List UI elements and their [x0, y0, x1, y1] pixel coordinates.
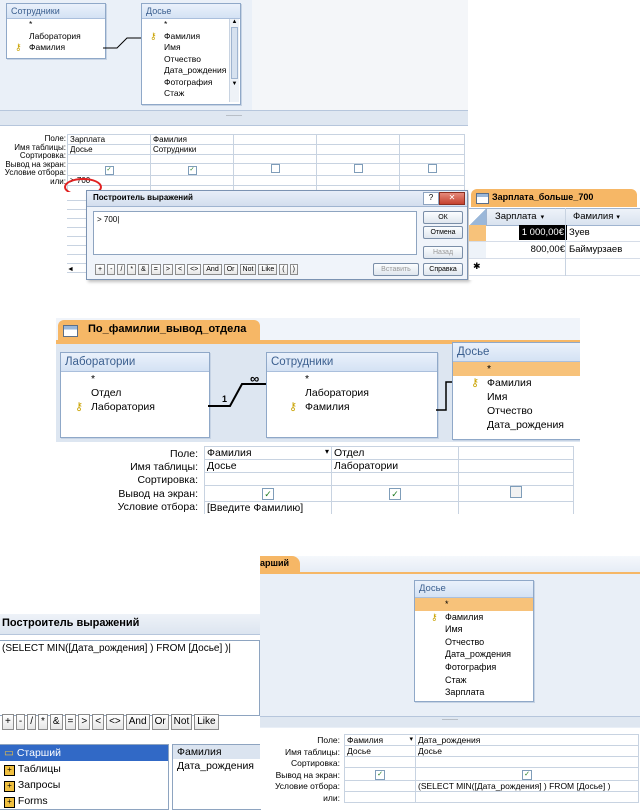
fieldlist-title: Досье — [453, 343, 580, 362]
grid-show-2[interactable] — [151, 164, 234, 176]
cell-salary[interactable]: 800,00€ — [530, 244, 565, 255]
field-data-rozhdeniya[interactable]: Дата_рождения — [445, 649, 511, 660]
expand-icon[interactable]: + — [4, 765, 15, 776]
op-equal-button[interactable]: = — [65, 714, 77, 730]
grid-show-1[interactable] — [68, 164, 151, 176]
builder-title: Построитель выражений — [2, 617, 140, 629]
new-record-row[interactable] — [469, 259, 640, 276]
label-show: Вывод на экран: — [118, 487, 198, 500]
query-title: По_фамилии_вывод_отдела — [88, 323, 247, 335]
field-label: Фамилия — [445, 611, 484, 622]
field-star[interactable]: * — [29, 19, 33, 29]
field-familiya[interactable] — [7, 42, 105, 54]
fieldlist-dosye[interactable] — [414, 580, 534, 702]
fieldlist-title: Сотрудники — [267, 353, 437, 372]
grid-criterion-4[interactable] — [317, 176, 400, 186]
key-icon: ⚷ — [289, 401, 298, 413]
datasheet-icon — [476, 193, 489, 204]
op-like-button[interactable]: Like — [258, 264, 277, 275]
field-familiya[interactable] — [267, 400, 437, 414]
grid-sort-3[interactable] — [459, 473, 574, 486]
fieldlist-title: Лаборатории — [61, 353, 209, 372]
grid-row-labels — [0, 135, 66, 187]
result-datasheet — [469, 186, 640, 280]
checkbox-checked[interactable]: ✓ — [189, 167, 195, 173]
dropdown-arrow-icon[interactable]: ▾ — [409, 736, 413, 743]
field-otdel[interactable]: Отдел — [91, 387, 122, 399]
listbox-item[interactable]: Дата_рождения — [177, 760, 254, 772]
field-star[interactable]: * — [305, 373, 310, 385]
datasheet-title: Зарплата_больше_700 — [492, 192, 594, 202]
field-fotografiya[interactable]: Фотография — [445, 661, 497, 672]
label-criterion: Условие отбора: — [117, 500, 198, 513]
query-tab[interactable] — [58, 320, 260, 340]
grid-show-2[interactable] — [416, 768, 639, 781]
object-tree — [0, 744, 169, 810]
scroll-down-icon[interactable]: ▼ — [231, 81, 238, 87]
checkbox-checked[interactable]: ✓ — [262, 488, 274, 500]
grid-table-4[interactable] — [317, 145, 400, 155]
operator-toolbar — [95, 264, 300, 275]
checkbox-checked[interactable]: ✓ — [522, 770, 532, 780]
fieldlist-sotrudniki[interactable] — [6, 3, 106, 59]
grid-field-1[interactable] — [205, 447, 332, 460]
op-minus-button[interactable]: - — [16, 714, 25, 730]
expression-builder-dialog[interactable] — [86, 190, 468, 280]
grid-field-2[interactable]: Отдел — [332, 447, 459, 460]
label-sort: Сортировка: — [290, 758, 340, 768]
tab-underline — [260, 572, 640, 574]
help-icon[interactable]: ? — [423, 192, 439, 205]
dialog-title: Построитель выражений — [93, 193, 193, 202]
fieldlist-laboratorii[interactable] — [60, 352, 210, 438]
datasheet-header — [469, 208, 640, 226]
tree-item-forms[interactable] — [0, 793, 168, 809]
grid-table-3[interactable] — [234, 145, 317, 155]
op-not-button[interactable]: Not — [171, 714, 193, 730]
field-laboratoriya[interactable]: Лаборатория — [29, 30, 81, 41]
checkbox-unchecked[interactable] — [510, 486, 522, 498]
panel-surname-query — [56, 318, 580, 514]
fieldlist-title: Досье — [142, 4, 240, 19]
row-selector[interactable] — [469, 242, 486, 258]
field-imya[interactable]: Имя — [164, 42, 181, 52]
relation-one-label: 1 — [222, 394, 228, 404]
builder-titlebar — [0, 614, 260, 635]
expand-icon[interactable]: + — [4, 781, 15, 792]
label-show: Вывод на экран: — [275, 769, 340, 780]
field-data-rozhdeniya[interactable]: Дата_рождения — [164, 65, 227, 75]
field-stazh[interactable]: Стаж — [164, 88, 185, 98]
field-otchestvo[interactable]: Отчество — [487, 405, 533, 417]
grid-row-labels — [260, 735, 340, 804]
insert-button[interactable]: Вставить — [373, 263, 419, 276]
op-and-button[interactable]: And — [203, 264, 221, 275]
query-tab[interactable] — [260, 556, 300, 572]
grid-hscroll-left-icon[interactable]: ◄ — [67, 266, 74, 273]
field-star[interactable]: * — [453, 362, 580, 376]
grid-show-5[interactable] — [400, 164, 465, 176]
grid-criterion-1[interactable]: [Введите Фамилию] — [205, 502, 332, 515]
grid-table-3[interactable] — [459, 460, 574, 473]
splitter-grip[interactable]: ········ — [226, 113, 242, 119]
folder-open-icon: ▭ — [4, 747, 14, 759]
operator-toolbar — [2, 714, 221, 730]
grid-sort-3[interactable] — [234, 155, 317, 164]
label-criterion: Условие отбора: — [274, 781, 340, 791]
op-concat-button[interactable]: & — [50, 714, 63, 730]
grid-sort-2[interactable] — [332, 473, 459, 486]
grid-criterion-3[interactable] — [234, 176, 317, 186]
field-value: Фамилия — [207, 447, 252, 459]
checkbox-unchecked[interactable] — [271, 164, 280, 173]
field-value: Фамилия — [347, 735, 384, 745]
grid-show-4[interactable] — [317, 164, 400, 176]
field-laboratoriya[interactable]: Лаборатория — [305, 387, 369, 399]
grid-show-1[interactable] — [205, 486, 332, 502]
op-greater-button[interactable]: > — [78, 714, 90, 730]
label-table-name: Имя таблицы: — [14, 142, 66, 152]
grid-criterion-2[interactable] — [332, 502, 459, 515]
grid-criterion-2[interactable] — [151, 176, 234, 186]
label-field: Поле: — [44, 134, 66, 143]
grid-show-3[interactable] — [459, 486, 574, 502]
criterion-value[interactable]: > 700 — [70, 176, 91, 185]
fieldlist-title: Досье — [415, 581, 533, 598]
listbox-item[interactable]: Фамилия — [173, 745, 261, 759]
field-label: Фамилия — [487, 377, 532, 389]
field-star[interactable]: * — [91, 373, 96, 385]
new-record-icon: ✱ — [473, 261, 481, 271]
op-less-button[interactable]: < — [92, 714, 104, 730]
panel-oldest-query — [260, 556, 640, 808]
grid-show-3[interactable] — [234, 164, 317, 176]
grid-criterion-5[interactable] — [400, 176, 465, 186]
cancel-button[interactable]: Отмена — [423, 226, 463, 239]
fieldlist-title: Сотрудники — [7, 4, 105, 19]
field-otchestvo[interactable]: Отчество — [445, 636, 485, 647]
grid-field-3[interactable] — [234, 135, 317, 145]
grid-sort-1[interactable] — [68, 155, 151, 164]
op-multiply-button[interactable]: * — [127, 264, 136, 275]
field-fotografiya[interactable]: Фотография — [164, 76, 213, 87]
field-familiya[interactable] — [453, 376, 580, 390]
op-divide-button[interactable]: / — [117, 264, 125, 275]
field-label: Фамилия — [164, 30, 201, 41]
splitter-grip[interactable]: ········ — [442, 717, 458, 723]
grid-table-2[interactable]: Лаборатории — [332, 460, 459, 473]
grid-field-4[interactable] — [317, 135, 400, 145]
grid-table-5[interactable] — [400, 145, 465, 155]
grid-criterion-1[interactable] — [345, 781, 416, 792]
expression-input[interactable] — [0, 640, 260, 716]
label-or: или: — [50, 176, 66, 186]
expand-icon[interactable]: + — [4, 797, 15, 808]
pane-splitter[interactable] — [260, 716, 640, 727]
op-concat-button[interactable]: & — [138, 264, 149, 275]
field-listbox — [172, 744, 261, 810]
datasheet-row[interactable] — [469, 242, 640, 259]
fieldlist-sotrudniki[interactable] — [266, 352, 438, 438]
grid-table-1[interactable]: Досье — [68, 145, 151, 155]
op-multiply-button[interactable]: * — [38, 714, 48, 730]
label-table-name: Имя таблицы: — [130, 461, 198, 474]
checkbox-checked[interactable]: ✓ — [375, 770, 385, 780]
key-icon: ⚷ — [75, 401, 84, 413]
op-not-button[interactable]: Not — [240, 264, 257, 275]
field-otchestvo[interactable]: Отчество — [164, 53, 201, 64]
grid-sort-1[interactable] — [345, 757, 416, 768]
op-open-paren-button[interactable]: ( — [279, 264, 287, 275]
close-icon[interactable]: ✕ — [439, 192, 465, 205]
field-label: Фамилия — [305, 401, 350, 413]
op-close-paren-button[interactable]: ) — [290, 264, 298, 275]
op-notequal-button[interactable]: <> — [106, 714, 124, 730]
grid-table-1[interactable]: Досье — [205, 460, 332, 473]
field-label: Лаборатория — [91, 401, 155, 413]
scrollbar[interactable] — [229, 19, 239, 102]
grid-sort-2[interactable] — [416, 757, 639, 768]
grid-sort-2[interactable] — [151, 155, 234, 164]
op-plus-button[interactable]: + — [95, 264, 105, 275]
grid-show-2[interactable] — [332, 486, 459, 502]
field-imya[interactable]: Имя — [445, 624, 463, 635]
fieldlist-dosye[interactable] — [452, 342, 580, 440]
op-divide-button[interactable]: / — [27, 714, 36, 730]
datasheet-row[interactable] — [469, 225, 640, 242]
field-stazh[interactable]: Стаж — [445, 674, 467, 685]
relationship-line[interactable] — [103, 28, 143, 58]
qbe-grid[interactable] — [67, 134, 465, 195]
field-familiya[interactable] — [142, 31, 240, 43]
grid-or-1[interactable] — [345, 792, 416, 803]
label-show: Вывод на экран: — [5, 159, 66, 169]
key-icon: ⚷ — [150, 30, 157, 41]
tree-item-starshiy[interactable] — [0, 745, 168, 761]
tree-item-label: Запросы — [17, 779, 61, 791]
select-all-corner[interactable] — [469, 209, 487, 225]
field-zarplata[interactable]: Зарплата — [445, 687, 485, 698]
field-imya[interactable]: Имя — [487, 391, 508, 403]
help-button[interactable]: Справка — [423, 263, 463, 276]
column-header-label: Зарплата — [495, 211, 537, 222]
fieldlist-dosye[interactable] — [141, 3, 241, 105]
op-minus-button[interactable]: - — [107, 264, 115, 275]
query-icon — [63, 325, 78, 337]
checkbox-unchecked[interactable] — [354, 164, 363, 173]
cell-value: 1 000,00€ — [521, 227, 564, 238]
column-header-label: Фамилия — [573, 211, 614, 222]
dropdown-arrow-icon[interactable]: ▾ — [324, 447, 329, 456]
field-star[interactable]: * — [164, 19, 168, 29]
panel-salary-query — [0, 0, 468, 300]
op-like-button[interactable]: Like — [194, 714, 218, 730]
key-icon: ⚷ — [471, 377, 480, 389]
grid-sort-1[interactable] — [205, 473, 332, 486]
key-icon: ⚷ — [431, 611, 438, 622]
op-notequal-button[interactable]: <> — [187, 264, 201, 275]
checkbox-checked[interactable]: ✓ — [106, 167, 112, 173]
tree-item-tables[interactable] — [0, 761, 168, 777]
op-greater-button[interactable]: > — [163, 264, 173, 275]
grid-field-2[interactable]: Дата_рождения — [416, 735, 639, 746]
grid-row-labels — [56, 448, 198, 514]
op-plus-button[interactable]: + — [2, 714, 14, 730]
expression-text: (SELECT MIN([Дата_рождения] ) FROM [Досье] ) — [2, 643, 229, 654]
cell-surname[interactable]: Зуев — [569, 227, 590, 238]
grid-sort-5[interactable] — [400, 155, 465, 164]
qbe-grid[interactable] — [344, 734, 639, 803]
op-and-button[interactable]: And — [126, 714, 150, 730]
label-criterion: Условие отбора: — [4, 168, 66, 178]
op-or-button[interactable]: Or — [152, 714, 169, 730]
cell-salary[interactable] — [487, 225, 565, 241]
op-less-button[interactable]: < — [175, 264, 185, 275]
query-title: арший — [260, 558, 290, 568]
grid-field-1[interactable]: Зарплата — [68, 135, 151, 145]
qbe-grid[interactable] — [204, 446, 574, 514]
field-star[interactable]: * — [415, 598, 533, 611]
label-or: или: — [323, 792, 340, 803]
key-icon: ⚷ — [15, 42, 22, 52]
grid-field-5[interactable] — [400, 135, 465, 145]
sort-arrow-icon[interactable]: ▾ — [540, 214, 545, 221]
label-sort: Сортировка: — [137, 474, 198, 487]
sort-arrow-icon[interactable]: ▾ — [616, 214, 620, 221]
checkbox-unchecked[interactable] — [428, 164, 437, 173]
field-data-rozhdeniya[interactable]: Дата_рождения — [487, 419, 564, 431]
grid-criterion-3[interactable] — [459, 502, 574, 515]
scroll-thumb[interactable] — [231, 27, 238, 79]
expression-input[interactable] — [93, 211, 417, 255]
tree-item-label: Таблицы — [17, 763, 61, 775]
field-label: Фамилия — [29, 42, 66, 52]
grid-field-3[interactable] — [459, 447, 574, 460]
grid-show-1[interactable] — [345, 768, 416, 781]
label-sort: Сортировка: — [19, 151, 66, 161]
back-button[interactable]: Назад — [423, 246, 463, 259]
grid-table-2[interactable]: Досье — [416, 746, 639, 757]
grid-or-2[interactable] — [416, 792, 639, 803]
column-divider — [565, 208, 566, 276]
text-cursor: | — [228, 643, 231, 654]
grid-table-1[interactable]: Досье — [345, 746, 416, 757]
dialog-titlebar[interactable] — [87, 191, 467, 207]
op-equal-button[interactable]: = — [151, 264, 161, 275]
ok-button[interactable]: ОК — [423, 211, 463, 224]
grid-criterion-2[interactable]: (SELECT MIN([Дата_рождения] ) FROM [Досье] ) — [416, 781, 639, 792]
column-header-salary[interactable] — [487, 211, 565, 222]
tree-item-queries[interactable] — [0, 777, 168, 793]
label-table-name: Имя таблицы: — [285, 746, 340, 757]
cell-surname[interactable]: Баймурзаев — [569, 244, 623, 255]
label-field: Поле: — [169, 448, 198, 460]
grid-sort-4[interactable] — [317, 155, 400, 164]
grid-field-1[interactable] — [345, 735, 416, 746]
text-cursor: | — [117, 215, 120, 224]
scroll-up-icon[interactable]: ▲ — [231, 19, 238, 25]
label-field: Поле: — [317, 735, 340, 745]
checkbox-checked[interactable]: ✓ — [389, 488, 401, 500]
tree-item-label: Forms — [17, 795, 48, 807]
row-selector[interactable] — [469, 225, 486, 241]
expression-text: > 700 — [97, 215, 118, 224]
datasheet-tab[interactable] — [471, 189, 637, 207]
table-pane-right — [252, 0, 468, 110]
pane-splitter[interactable] — [0, 110, 468, 126]
relation-many-label: ∞ — [250, 371, 260, 386]
grid-field-2[interactable]: Фамилия — [151, 135, 234, 145]
field-laboratoriya[interactable] — [61, 400, 209, 414]
tree-item-label: Старший — [16, 747, 61, 759]
field-familiya[interactable] — [415, 611, 533, 624]
column-header-surname[interactable] — [567, 211, 640, 222]
expression-builder-panel — [0, 614, 260, 808]
grid-table-2[interactable]: Сотрудники — [151, 145, 234, 155]
op-or-button[interactable]: Or — [224, 264, 238, 275]
